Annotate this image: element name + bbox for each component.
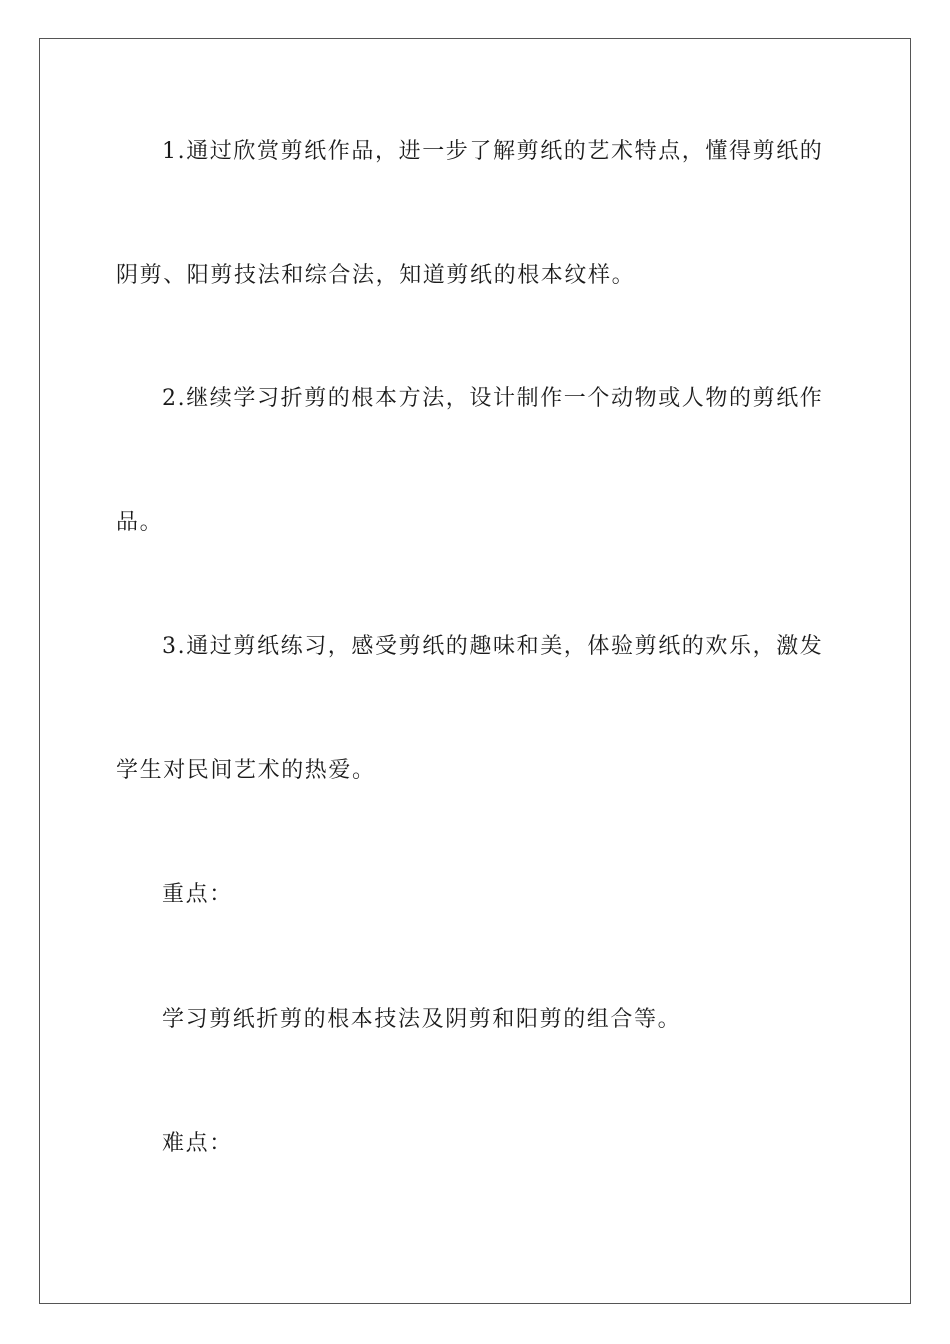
objective-1-line-1: 1.通过欣赏剪纸作品，进一步了解剪纸的艺术特点，懂得剪纸的	[162, 139, 824, 164]
key-point-heading: 重点：	[162, 882, 233, 907]
difficulty-heading: 难点：	[162, 1131, 233, 1156]
objective-1-line-2: 阴剪、阳剪技法和综合法，知道剪纸的根本纹样。	[116, 263, 636, 288]
page-frame	[39, 38, 911, 1304]
objective-2-line-2: 品。	[116, 510, 164, 535]
objective-3-line-1: 3.通过剪纸练习，感受剪纸的趣味和美，体验剪纸的欢乐，激发	[162, 634, 824, 659]
objective-3-line-2: 学生对民间艺术的热爱。	[116, 758, 376, 783]
key-point-text: 学习剪纸折剪的根本技法及阴剪和阳剪的组合等。	[162, 1007, 682, 1032]
objective-2-line-1: 2.继续学习折剪的根本方法，设计制作一个动物或人物的剪纸作	[162, 386, 824, 411]
